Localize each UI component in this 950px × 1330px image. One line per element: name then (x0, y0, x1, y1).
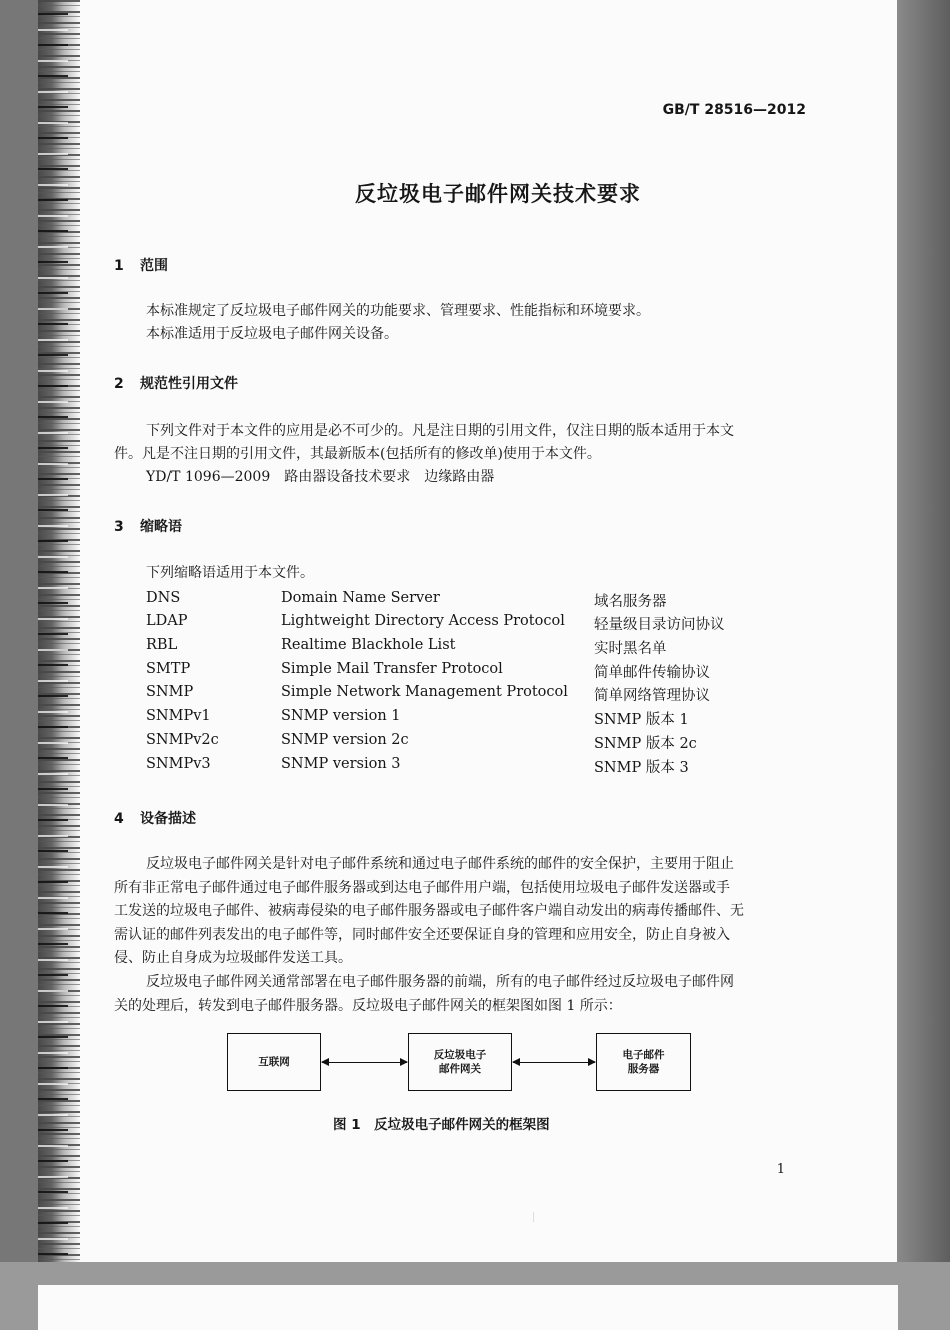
abbr: DNS (146, 590, 181, 606)
section-number: 4 (114, 811, 124, 827)
figure-caption: 图 1 反垃圾电子邮件网关的框架图 (333, 1117, 550, 1133)
paragraph-line: 反垃圾电子邮件网关通常部署在电子邮件服务器的前端，所有的电子邮件经过反垃圾电子邮件网 (146, 974, 734, 990)
box-label: 邮件网关 (439, 1063, 481, 1075)
next-page-edge (38, 1285, 898, 1330)
abbr-cn: 轻量级目录访问协议 (594, 617, 725, 633)
standard-number: GB/T 28516—2012 (662, 102, 806, 118)
abbreviation-row (146, 590, 826, 612)
section-title: 规范性引用文件 (140, 376, 238, 392)
figure-box-mail-server (596, 1033, 691, 1091)
paragraph-line: 所有非正常电子邮件通过电子邮件服务器或到达电子邮件用户端，包括使用垃圾电子邮件发送器或手 (114, 880, 730, 896)
box-label: 电子邮件 (622, 1049, 665, 1061)
abbreviation-row (146, 756, 826, 778)
section-heading (114, 516, 182, 536)
document-page (38, 0, 897, 1262)
abbr: RBL (146, 637, 178, 653)
paragraph-line: 件。凡是不注日期的引用文件，其最新版本(包括所有的修改单)使用于本文件。 (114, 446, 601, 462)
box-label: 反垃圾电子 (433, 1049, 487, 1061)
abbr-cn: 域名服务器 (594, 594, 667, 610)
abbr-cn: 实时黑名单 (594, 641, 667, 657)
section-heading (114, 808, 196, 828)
section-number: 3 (114, 519, 124, 535)
box-label: 服务器 (627, 1063, 660, 1075)
page-number: 1 (776, 1162, 785, 1177)
abbr-cn: SNMP 版本 1 (594, 712, 689, 728)
scan-artifact (533, 1212, 546, 1222)
abbr: SNMPv1 (146, 708, 211, 724)
paragraph-line: 工发送的垃圾电子邮件、被病毒侵染的电子邮件服务器或电子邮件客户端自动发出的病毒传播邮件、无 (114, 903, 744, 919)
reference-entry: YD/T 1096—2009 路由器设备技术要求 边缘路由器 (146, 469, 495, 485)
abbr-cn: SNMP 版本 2c (594, 736, 697, 752)
abbr: SNMPv3 (146, 756, 211, 772)
paragraph-line: 关的处理后，转发到电子邮件服务器。反垃圾电子邮件网关的框架图如图 1 所示： (114, 998, 622, 1014)
abbr: LDAP (146, 613, 188, 629)
paragraph-line: 下列文件对于本文件的应用是必不可少的。凡是注日期的引用文件，仅注日期的版本适用于本文 (146, 423, 734, 439)
paragraph-line: 反垃圾电子邮件网关是针对电子邮件系统和通过电子邮件系统的邮件的安全保护，主要用于阻止 (146, 856, 734, 872)
abbr: SNMP (146, 684, 194, 700)
abbreviation-row (146, 661, 826, 683)
figure-box-gateway (408, 1033, 512, 1091)
abbr-cn: 简单邮件传输协议 (594, 665, 710, 681)
section-title: 设备描述 (140, 811, 196, 827)
abbr: SMTP (146, 661, 191, 677)
figure-box-internet (227, 1033, 321, 1091)
abbreviation-row (146, 684, 826, 706)
scan-edge-noise-lines (38, 0, 68, 1262)
bidirectional-arrow (513, 1062, 595, 1063)
abbr-cn: SNMP 版本 3 (594, 760, 689, 776)
abbreviation-row (146, 708, 826, 730)
abbr-full: Simple Mail Transfer Protocol (281, 661, 503, 677)
paragraph-line: 需认证的邮件列表发出的电子邮件等，同时邮件安全还要保证自身的管理和应用安全，防止自身被入 (114, 927, 730, 943)
document-title: 反垃圾电子邮件网关技术要求 (355, 182, 641, 206)
abbr-full: Realtime Blackhole List (281, 637, 456, 653)
scanner-shadow-right (897, 0, 950, 1262)
paragraph: 下列缩略语适用于本文件。 (146, 565, 314, 581)
abbr-full: SNMP version 3 (281, 756, 401, 772)
abbreviation-row (146, 637, 826, 659)
abbr: SNMPv2c (146, 732, 219, 748)
paragraph: 本标准适用于反垃圾电子邮件网关设备。 (146, 326, 398, 342)
section-heading (114, 255, 168, 275)
section-title: 范围 (140, 258, 168, 274)
abbreviation-row (146, 732, 826, 754)
section-title: 缩略语 (140, 519, 182, 535)
abbr-full: SNMP version 2c (281, 732, 409, 748)
section-number: 2 (114, 376, 124, 392)
abbr-full: Lightweight Directory Access Protocol (281, 613, 565, 629)
paragraph-line: 侵、防止自身成为垃圾邮件发送工具。 (114, 950, 352, 966)
section-number: 1 (114, 258, 124, 274)
section-heading (114, 373, 238, 393)
abbr-full: Domain Name Server (281, 590, 440, 606)
abbreviation-row (146, 613, 826, 635)
paragraph: 本标准规定了反垃圾电子邮件网关的功能要求、管理要求、性能指标和环境要求。 (146, 303, 650, 319)
abbr-full: Simple Network Management Protocol (281, 684, 568, 700)
bidirectional-arrow (322, 1062, 407, 1063)
abbr-full: SNMP version 1 (281, 708, 401, 724)
box-label: 互联网 (258, 1056, 290, 1068)
abbr-cn: 简单网络管理协议 (594, 688, 710, 704)
